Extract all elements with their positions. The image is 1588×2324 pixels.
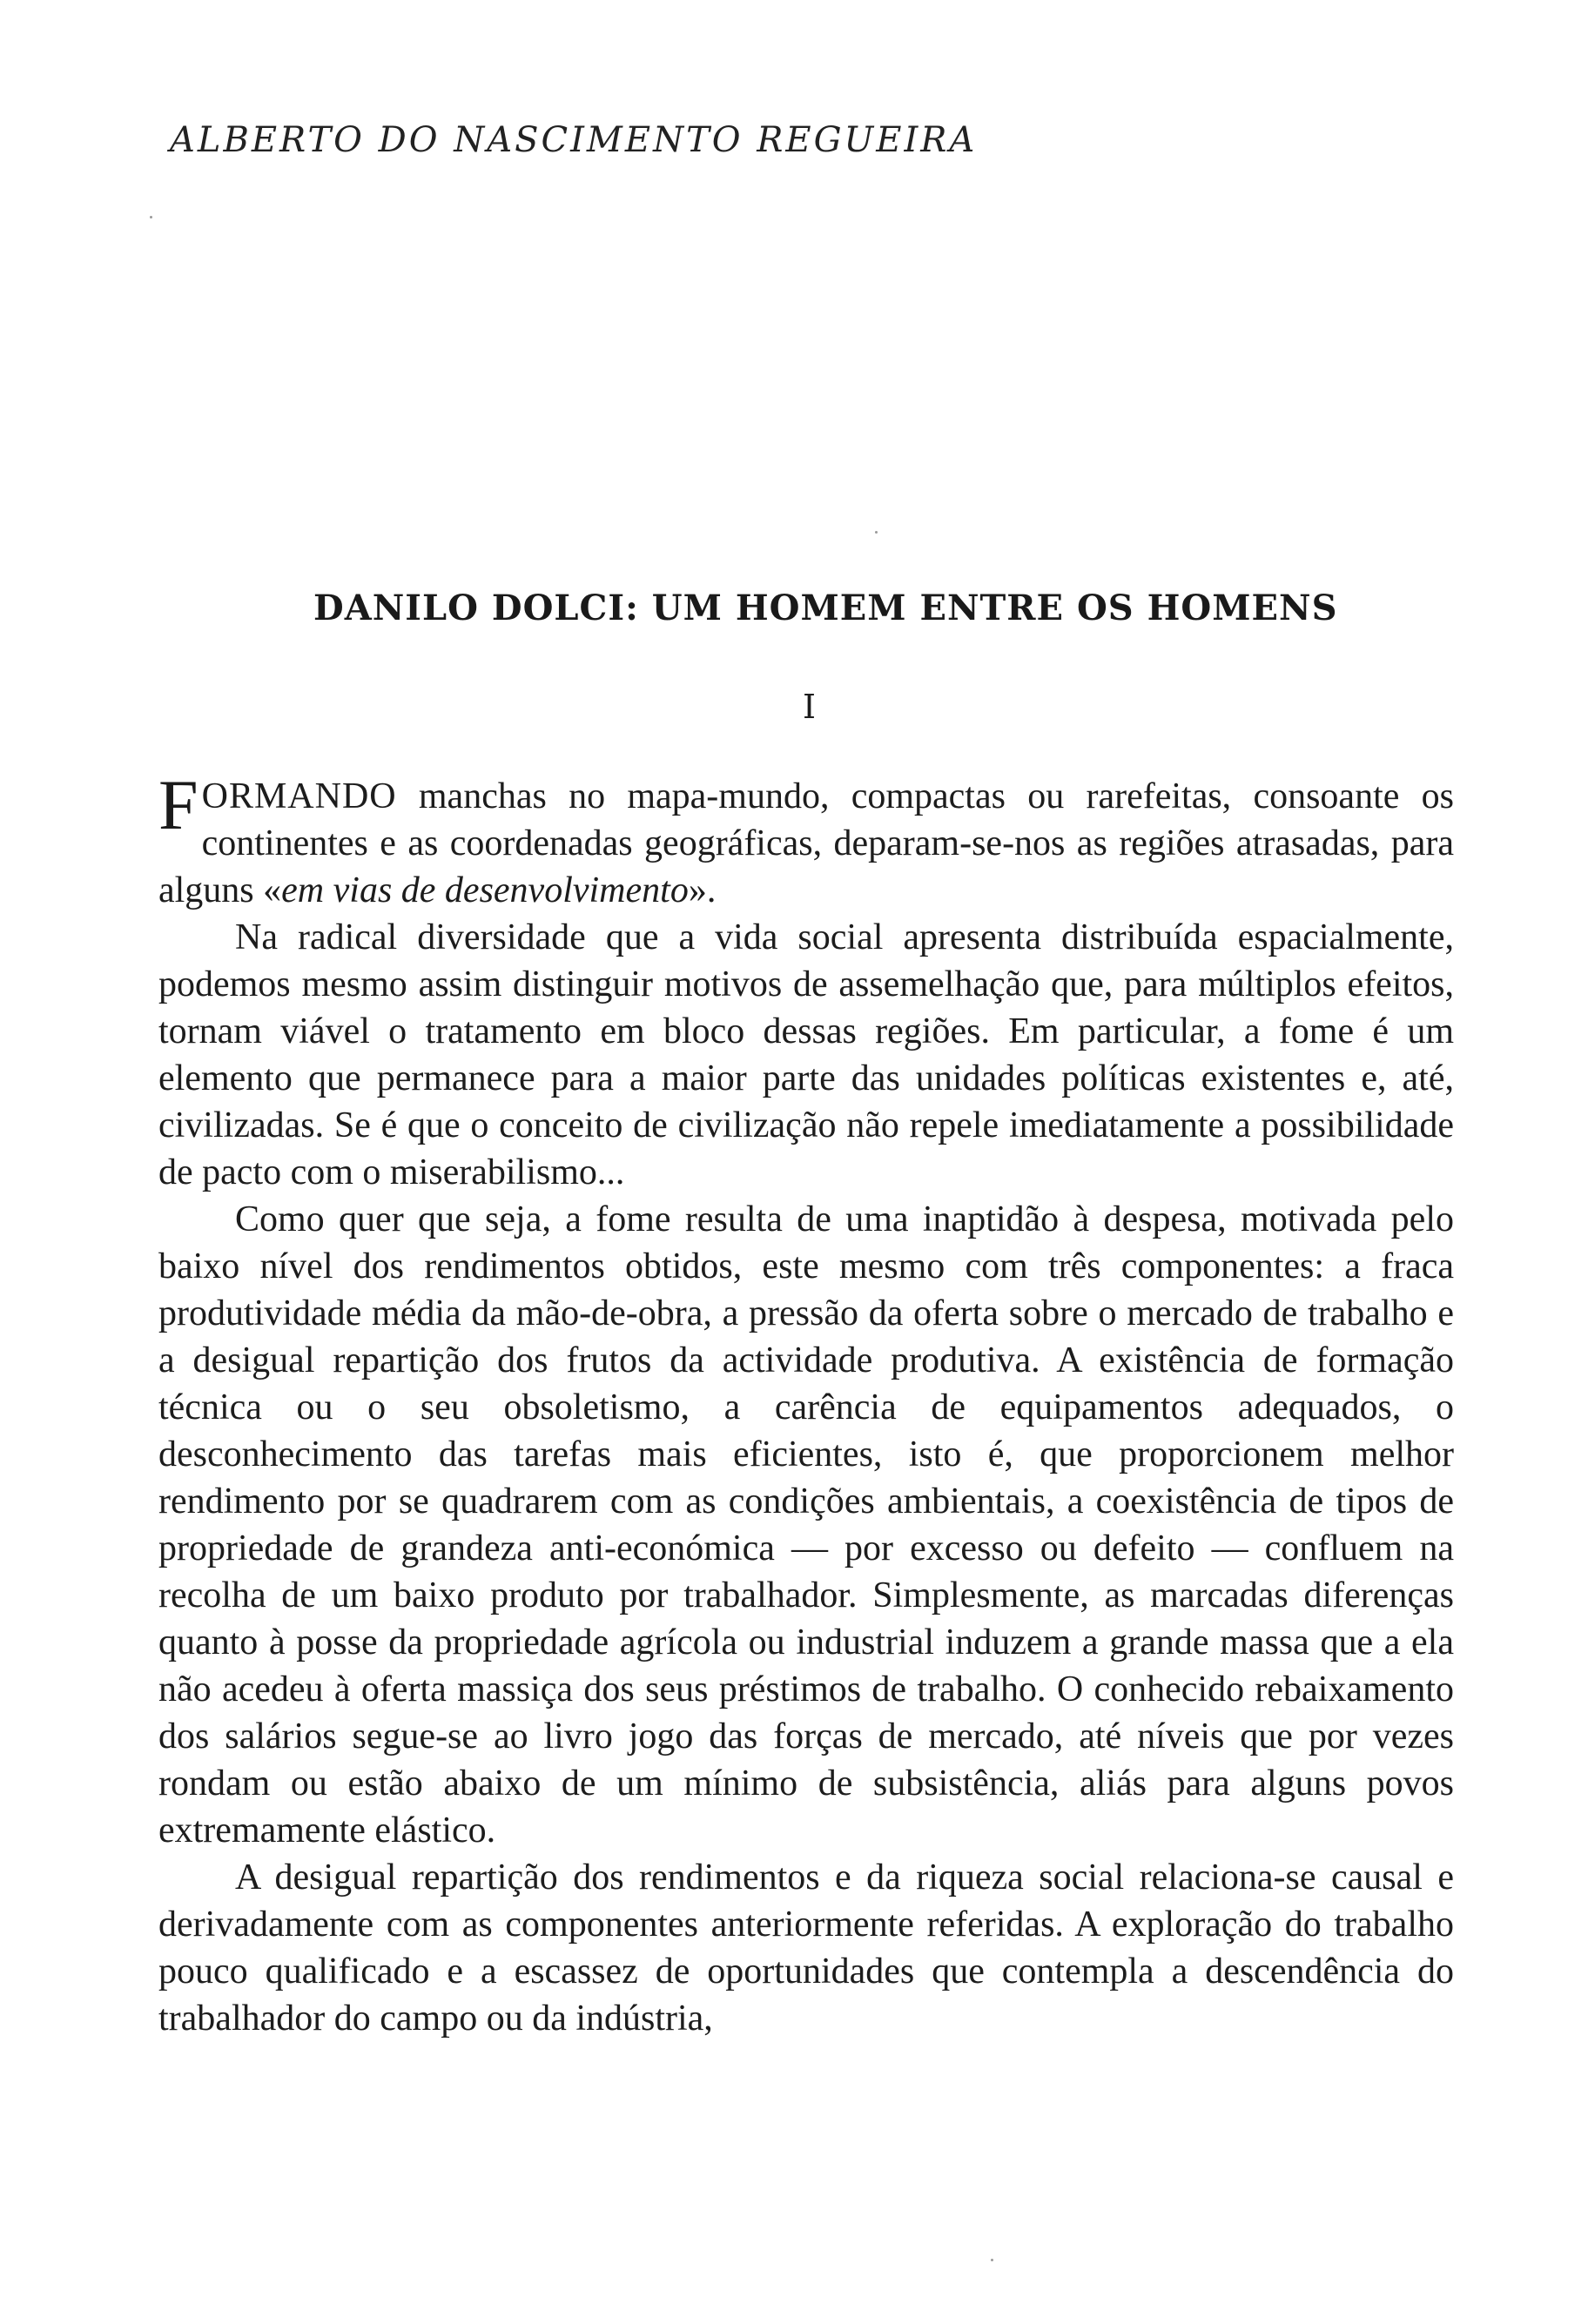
article-body [158,765,1454,2042]
lead-word: ORMANDO [201,776,397,816]
scan-speck [150,216,152,218]
section-number: I [803,688,817,726]
paragraph-1-end: ». [688,870,717,910]
paragraph-2: Na radical diversidade que a vida social apresenta distribuída espacialmente, podemos mesmo assim distinguir motivos de assemelhação que, para múltiplos efeitos, tornam viável o tratamento em bloco dessas regiões. Em particular, a fome é um elemento que permanece para a maior parte das unidades políticas existentes e, até, civilizadas. Se é que o conceito de civilização não repele imediatamente a possibilidade de pacto com o miserabilismo... [158,917,1454,1192]
paragraph-1-text: manchas no mapa-mundo, compactas ou rarefeitas, consoante os continentes e as coordenadas geográficas, deparam-se-nos as regiões atrasadas, para alguns « [158,776,1454,910]
scan-speck [991,2259,993,2261]
scan-speck [875,531,878,534]
paragraph-4: A desigual repartição dos rendimentos e da riqueza social relaciona-se causal e derivadamente com as componentes anteriormente referidas. A exploração do trabalho pouco qualificado e a escassez de oportunidades que contempla a descendência do trabalhador do campo ou da indústria, [158,1857,1454,2039]
article-title: DANILO DOLCI: UM HOMEM ENTRE OS HOMENS [313,588,1338,628]
paragraph-1-italic: em vias de desenvolvimento [281,870,689,910]
paragraph-1 [158,765,1454,914]
author-header: ALBERTO DO NASCIMENTO REGUEIRA [170,120,978,160]
drop-cap: F [158,765,198,844]
paragraph-3: Como quer que seja, a fome resulta de uma inaptidão à despesa, motivada pelo baixo nível dos rendimentos obtidos, este mesmo com três componentes: a fraca produtividade média da mão-de-obra, a pressão da oferta sobre o mercado de trabalho e a desigual repartição dos frutos da actividade produtiva. A existência de formação técnica ou o seu obsoletismo, a carência de equipamentos adequados, o desconhecimento das tarefas mais eficientes, isto é, que proporcionem melhor rendimento por se quadrarem com as condições ambientais, a coexistência de tipos de propriedade de grandeza anti-económica — por excesso ou defeito — confluem na recolha de um baixo produto por trabalhador. Simplesmente, as marcadas diferenças quanto à posse da propriedade agrícola ou industrial induzem a grande massa que a ela não acedeu à oferta massiça dos seus préstimos de trabalho. O conhecido rebaixamento dos salários segue-se ao livro jogo das forças de mercado, até níveis que por vezes rondam ou estão abaixo de um mínimo de subsistência, aliás para alguns povos extremamente elástico. [158,1199,1454,1850]
